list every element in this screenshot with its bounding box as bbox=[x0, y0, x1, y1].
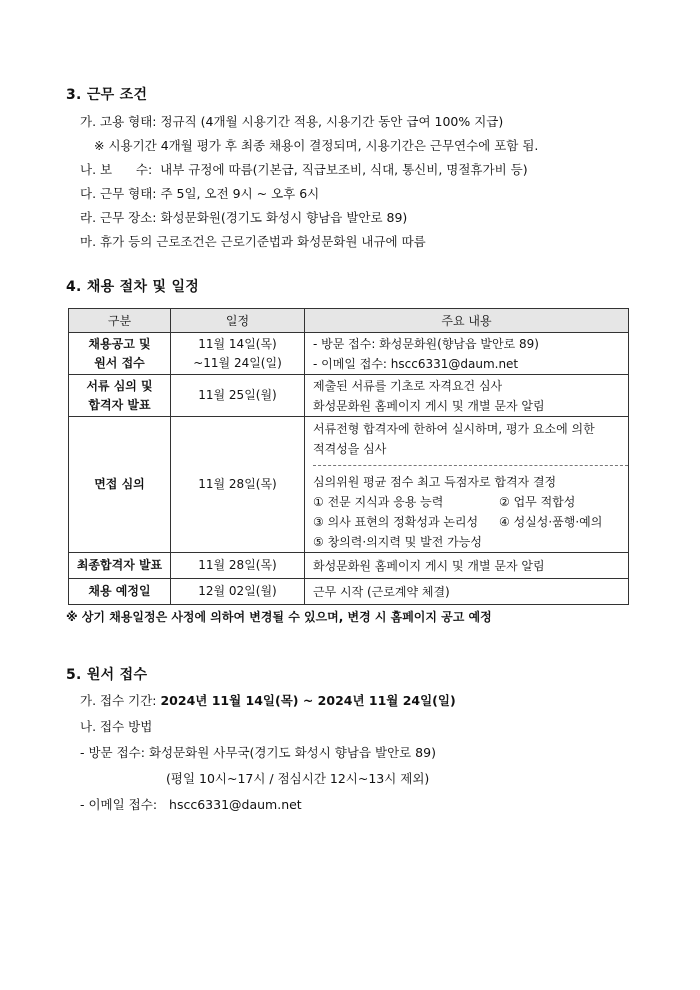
stage-cell: 채용 예정일 bbox=[69, 579, 171, 605]
period-value: 2024년 11월 14일(목) ~ 2024년 11월 24일(일) bbox=[160, 693, 456, 708]
table-header-row bbox=[69, 309, 629, 333]
visit-hours: (평일 10시~17시 / 점심시간 12시~13시 제외) bbox=[166, 771, 430, 786]
salary: 나. 보 수: 내부 규정에 따름(기본급, 직급보조비, 식대, 통신비, 명절휴가비 등) bbox=[80, 162, 528, 177]
schedule-table bbox=[68, 308, 629, 605]
table-row bbox=[69, 375, 629, 417]
date-cell: 11월 28일(목) bbox=[171, 553, 305, 579]
date-cell: 11월 14일(목) ~11월 24일(일) bbox=[171, 333, 305, 375]
work-location: 라. 근무 장소: 화성문화원(경기도 화성시 향남읍 발안로 89) bbox=[80, 210, 408, 225]
date-cell: 12월 02일(월) bbox=[171, 579, 305, 605]
email-address[interactable]: hscc6331@daum.net bbox=[169, 797, 302, 812]
section-5-heading: 5. 원서 접수 bbox=[66, 667, 148, 683]
criteria-item: ④ 성실성·품행·예의 bbox=[499, 515, 603, 529]
content-cell: 화성문화원 홈페이지 게시 및 개별 문자 알림 bbox=[305, 553, 629, 579]
criteria-item: ⑤ 창의력·의지력 및 발전 가능성 bbox=[313, 535, 482, 549]
work-hours: 다. 근무 형태: 주 5일, 오전 9시 ~ 오후 6시 bbox=[80, 186, 320, 201]
criteria-item: ③ 의사 표현의 정확성과 논리성 bbox=[313, 515, 479, 529]
visit-application: - 방문 접수: 화성문화원 사무국(경기도 화성시 향남읍 발안로 89) bbox=[80, 745, 436, 760]
content-cell: 근무 시작 (근로계약 체결) bbox=[305, 579, 629, 605]
email-application bbox=[80, 795, 302, 813]
content-cell bbox=[305, 417, 629, 553]
probation-note: ※ 시용기간 4개월 평가 후 최종 채용이 결정되며, 시용기간은 근무연수에 포함 됨. bbox=[94, 138, 539, 153]
application-period bbox=[80, 691, 456, 709]
stage-cell: 서류 심의 및 합격자 발표 bbox=[69, 375, 171, 417]
employment-type: 가. 고용 형태: 정규직 (4개월 시용기간 적용, 시용기간 동안 급여 100% 지급) bbox=[80, 114, 504, 129]
application-method: 나. 접수 방법 bbox=[80, 719, 153, 734]
date-cell: 11월 28일(목) bbox=[171, 417, 305, 553]
table-row bbox=[69, 333, 629, 375]
criteria-item: ② 업무 적합성 bbox=[499, 495, 576, 509]
email-label: - 이메일 접수: bbox=[80, 797, 162, 812]
stage-cell: 면접 심의 bbox=[69, 417, 171, 553]
stage-cell: 최종합격자 발표 bbox=[69, 553, 171, 579]
table-row bbox=[69, 579, 629, 605]
table-row bbox=[69, 417, 629, 553]
period-label: 가. 접수 기간: bbox=[80, 693, 161, 708]
table-row bbox=[69, 553, 629, 579]
interview-description: 서류전형 합격자에 한하여 실시하며, 평가 요소에 의한 적격성을 심사 bbox=[313, 422, 595, 456]
column-header: 구분 bbox=[69, 309, 171, 333]
criteria-item: ① 전문 지식과 응용 능력 bbox=[313, 495, 444, 509]
content-cell: 제출된 서류를 기초로 자격요건 심사 화성문화원 홈페이지 게시 및 개별 문자 알림 bbox=[305, 375, 629, 417]
column-header: 주요 내용 bbox=[305, 309, 629, 333]
section-4-heading: 4. 채용 절차 및 일정 bbox=[66, 279, 200, 295]
date-cell: 11월 25일(월) bbox=[171, 375, 305, 417]
section-3-heading: 3. 근무 조건 bbox=[66, 87, 148, 103]
stage-cell: 채용공고 및 원서 접수 bbox=[69, 333, 171, 375]
schedule-note: ※ 상기 채용일정은 사정에 의하여 변경될 수 있으며, 변경 시 홈페이지 공고 예정 bbox=[66, 610, 492, 624]
column-header: 일정 bbox=[171, 309, 305, 333]
interview-criteria: 심의위원 평균 점수 최고 득점자로 합격자 결정 ① 전문 지식과 응용 능력 ② 업무 적합성 ③ 의사 표현의 정확성과 논리성 ④ 성실성·품행·예의 ⑤ 창의력·의지력 및 발전 가능성 bbox=[313, 465, 628, 552]
content-cell: - 방문 접수: 화성문화원(향남읍 발안로 89) - 이메일 접수: hscc6331@daum.net bbox=[305, 333, 629, 375]
leave-conditions: 마. 휴가 등의 근로조건은 근로기준법과 화성문화원 내규에 따름 bbox=[80, 234, 426, 249]
